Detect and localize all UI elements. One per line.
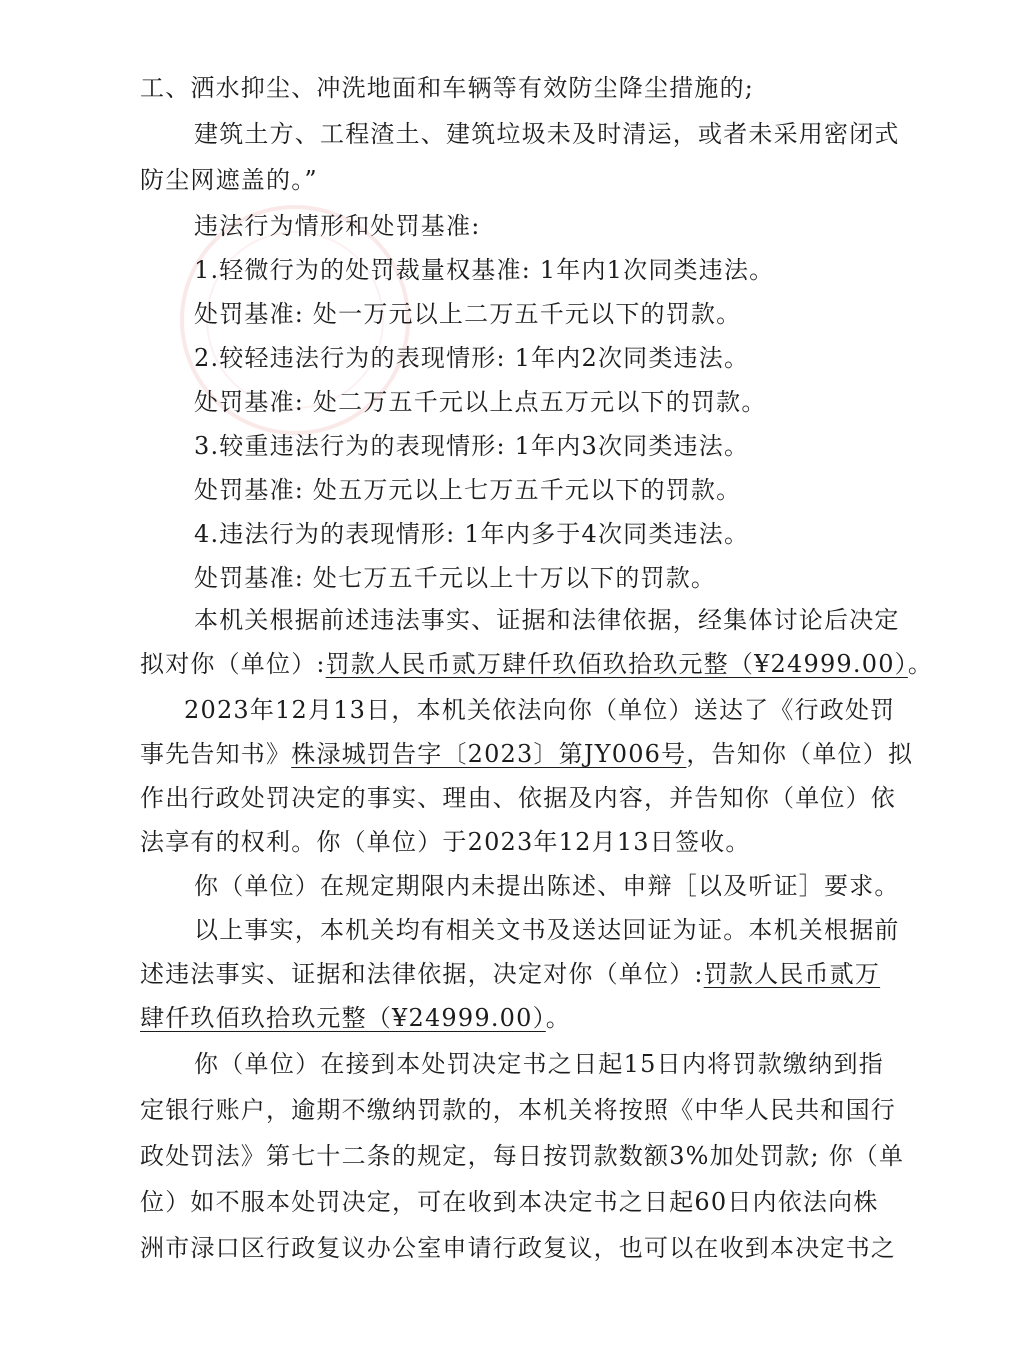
text-segment: 事先告知书》 — [140, 740, 292, 768]
text-line: 建筑土方、工程渣土、建筑垃圾未及时清运，或者未采用密闭式 — [194, 120, 900, 148]
text-line: 处罚基准: 处七万五千元以上十万以下的罚款。 — [194, 564, 717, 592]
text-line: 2023年12月13日，本机关依法向你（单位）送达了《行政处罚 — [184, 696, 896, 724]
text-line: 你（单位）在接到本处罚决定书之日起15日内将罚款缴纳到指 — [194, 1050, 884, 1078]
text-line: 政处罚法》第七十二条的规定，每日按罚款数额3%加处罚款; 你（单 — [140, 1142, 905, 1170]
text-line: 4.违法行为的表现情形: 1年内多于4次同类违法。 — [194, 520, 750, 548]
text-line: 2.较轻违法行为的表现情形: 1年内2次同类违法。 — [194, 344, 750, 372]
text-line — [140, 648, 933, 680]
text-line — [140, 1002, 571, 1034]
text-segment: 。 — [545, 1004, 571, 1032]
text-line: 位）如不服本处罚决定，可在收到本决定书之日起60日内依法向株 — [140, 1188, 879, 1216]
text-line: 法享有的权利。你（单位）于2023年12月13日签收。 — [140, 828, 751, 856]
text-segment: ，告知你（单位）拟 — [686, 740, 914, 768]
underlined-fine-amount: 罚款人民币贰万肆仟玖佰玖拾玖元整（¥24999.00） — [325, 650, 908, 678]
underlined-fine-amount: 肆仟玖佰玖拾玖元整（¥24999.00） — [140, 1004, 546, 1032]
text-line: 处罚基准: 处一万元以上二万五千元以下的罚款。 — [194, 300, 742, 328]
text-segment: 拟对你（单位）: — [140, 650, 326, 678]
text-line: 处罚基准: 处二万五千元以上点五万元以下的罚款。 — [194, 388, 767, 416]
text-segment: 。 — [907, 650, 934, 678]
text-line: 定银行账户，逾期不缴纳罚款的，本机关将按照《中华人民共和国行 — [140, 1096, 896, 1124]
text-line — [140, 738, 913, 770]
text-line: 洲市渌口区行政复议办公室申请行政复议，也可以在收到本决定书之 — [140, 1234, 896, 1262]
text-segment: 述违法事实、证据和法律依据，决定对你（单位）: — [140, 960, 704, 988]
text-line: 防尘网遮盖的。” — [140, 166, 318, 194]
text-line: 处罚基准: 处五万元以上七万五千元以下的罚款。 — [194, 476, 742, 504]
text-line: 违法行为情形和处罚基准: — [194, 212, 481, 240]
underlined-fine-amount: 罚款人民币贰万 — [703, 960, 881, 988]
text-line — [140, 958, 880, 990]
text-line: 工、洒水抑尘、冲洗地面和车辆等有效防尘降尘措施的; — [140, 74, 755, 102]
text-line: 你（单位）在规定期限内未提出陈述、申辩［以及听证］要求。 — [194, 872, 900, 900]
text-line: 本机关根据前述违法事实、证据和法律依据，经集体讨论后决定 — [194, 606, 900, 634]
text-line: 3.较重违法行为的表现情形: 1年内3次同类违法。 — [194, 432, 750, 460]
text-line: 作出行政处罚决定的事实、理由、依据及内容，并告知你（单位）依 — [140, 784, 896, 812]
text-line: 1.轻微行为的处罚裁量权基准: 1年内1次同类违法。 — [194, 256, 775, 284]
underlined-notice-number: 株渌城罚告字〔2023〕第JY006号 — [291, 740, 687, 768]
text-line: 以上事实，本机关均有相关文书及送达回证为证。本机关根据前 — [194, 916, 900, 944]
